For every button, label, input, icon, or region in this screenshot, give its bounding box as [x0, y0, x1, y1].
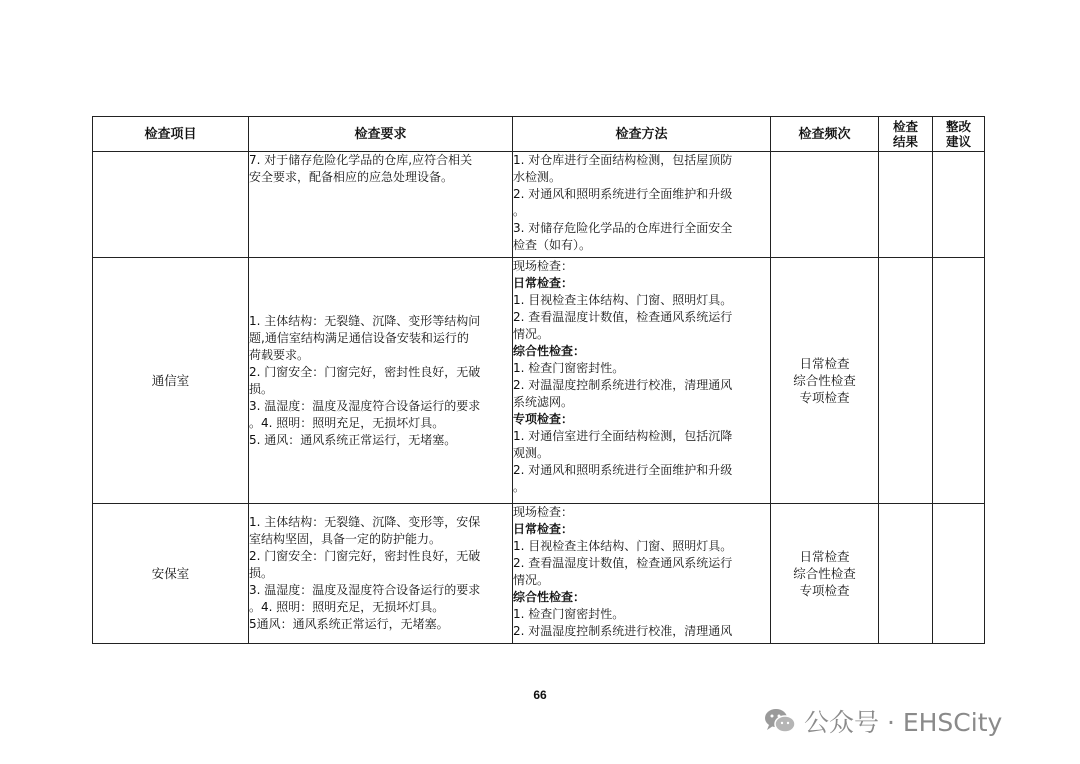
- wechat-icon: [764, 707, 796, 735]
- requirement-line: 3. 温湿度：温度及湿度符合设备运行的要求: [249, 583, 481, 597]
- table-header-row: [93, 117, 985, 152]
- method-line: 2. 对通风和照明系统进行全面维护和升级: [513, 463, 733, 477]
- method-line: 情况。: [513, 327, 550, 341]
- requirement-line: 室结构坚固，具备一定的防护能力。: [249, 532, 442, 546]
- requirement-line: 7. 对于储存危险化学品的仓库,应符合相关: [249, 153, 473, 167]
- method-line: 综合性检查：: [513, 590, 586, 604]
- requirement-line: 题,通信室结构满足通信设备安装和运行的: [249, 330, 469, 345]
- requirements-cell: [249, 504, 513, 644]
- frequency-line: 日常检查: [799, 356, 850, 371]
- method-line: 1. 对仓库进行全面结构检测，包括屋顶防: [513, 153, 733, 167]
- methods-cell: [513, 504, 771, 644]
- method-line: 2. 对温湿度控制系统进行校准，清理通风: [513, 624, 733, 638]
- inspection-table: [92, 116, 985, 644]
- method-line: 2. 对通风和照明系统进行全面维护和升级: [513, 187, 733, 201]
- watermark-text: 公众号 · EHSCity: [804, 708, 1003, 737]
- watermark: [764, 703, 1002, 739]
- method-line: 系统滤网。: [513, 395, 574, 409]
- method-line: 1. 目视检查主体结构、门窗、照明灯具。: [513, 539, 733, 553]
- table-row: [93, 152, 985, 258]
- requirement-line: 损。: [249, 566, 274, 580]
- method-line: 现场检查：: [513, 505, 574, 519]
- frequency-line: 专项检查: [799, 583, 850, 598]
- method-line: 水检测。: [513, 170, 562, 184]
- method-line: 2. 对温湿度控制系统进行校准，清理通风: [513, 378, 733, 392]
- requirement-line: 2. 门窗安全：门窗完好，密封性良好，无破: [249, 364, 481, 379]
- inspection-item-cell: [93, 504, 249, 644]
- requirement-line: 2. 门窗安全：门窗完好，密封性良好，无破: [249, 549, 481, 563]
- requirement-line: 5. 通风：通风系统正常运行，无堵塞。: [249, 432, 457, 447]
- suggestion-cell[interactable]: [933, 152, 985, 258]
- frequency-cell: [771, 258, 879, 504]
- header-inspection-requirements: 检查要求: [249, 117, 513, 152]
- method-line: 2. 查看温湿度计数值，检查通风系统运行: [513, 556, 733, 570]
- method-line: 检查（如有）。: [513, 238, 592, 252]
- method-line: 。: [513, 204, 526, 218]
- requirements-cell: [249, 152, 513, 258]
- table-row: [93, 258, 985, 504]
- requirement-line: 3. 温湿度：温度及湿度符合设备运行的要求: [249, 398, 481, 413]
- method-line: 情况。: [513, 573, 550, 587]
- method-line: 1. 检查门窗密封性。: [513, 607, 625, 621]
- method-line: 日常检查：: [513, 276, 574, 290]
- table-row: [93, 504, 985, 644]
- requirement-line: 1. 主体结构：无裂缝、沉降、变形等，安保: [249, 515, 481, 529]
- method-line: 综合性检查：: [513, 344, 586, 358]
- inspection-item-cell: [93, 152, 249, 258]
- method-line: 2. 查看温湿度计数值，检查通风系统运行: [513, 310, 733, 324]
- inspection-item-label: 安保室: [151, 566, 190, 581]
- methods-cell: [513, 258, 771, 504]
- result-cell[interactable]: [879, 504, 933, 644]
- page-number: 66: [533, 688, 547, 702]
- frequency-line: 专项检查: [799, 390, 850, 405]
- frequency-line: 日常检查: [799, 549, 850, 564]
- methods-cell: [513, 152, 771, 258]
- method-line: 。: [513, 480, 526, 494]
- result-cell[interactable]: [879, 258, 933, 504]
- suggestion-cell[interactable]: [933, 504, 985, 644]
- header-inspection-result: 检查 结果: [879, 117, 933, 152]
- method-line: 专项检查：: [513, 412, 574, 426]
- method-line: 3. 对储存危险化学品的仓库进行全面安全: [513, 221, 733, 235]
- frequency-line: 综合性检查: [793, 566, 856, 581]
- requirement-line: 荷载要求。: [249, 347, 310, 362]
- method-line: 1. 目视检查主体结构、门窗、照明灯具。: [513, 293, 733, 307]
- requirements-cell: [249, 258, 513, 504]
- frequency-line: 综合性检查: [793, 373, 856, 388]
- requirement-line: 。4. 照明：照明充足，无损坏灯具。: [249, 415, 445, 430]
- requirement-line: 5通风：通风系统正常运行，无堵塞。: [249, 617, 449, 631]
- method-line: 1. 对通信室进行全面结构检测，包括沉降: [513, 429, 733, 443]
- inspection-item-cell: [93, 258, 249, 504]
- header-inspection-frequency: 检查频次: [771, 117, 879, 152]
- requirement-line: 安全要求，配备相应的应急处理设备。: [249, 170, 454, 184]
- suggestion-cell[interactable]: [933, 258, 985, 504]
- result-cell[interactable]: [879, 152, 933, 258]
- header-inspection-item: 检查项目: [93, 117, 249, 152]
- frequency-cell: [771, 152, 879, 258]
- method-line: 1. 检查门窗密封性。: [513, 361, 625, 375]
- method-line: 日常检查：: [513, 522, 574, 536]
- inspection-item-label: 通信室: [151, 373, 190, 388]
- method-line: 观测。: [513, 446, 550, 460]
- requirement-line: 损。: [249, 381, 274, 396]
- frequency-cell: [771, 504, 879, 644]
- requirement-line: 。4. 照明：照明充足，无损坏灯具。: [249, 600, 445, 614]
- header-inspection-method: 检查方法: [513, 117, 771, 152]
- method-line: 现场检查：: [513, 259, 574, 273]
- header-rectification-suggestion: 整改 建议: [933, 117, 985, 152]
- requirement-line: 1. 主体结构：无裂缝、沉降、变形等结构问: [249, 313, 481, 328]
